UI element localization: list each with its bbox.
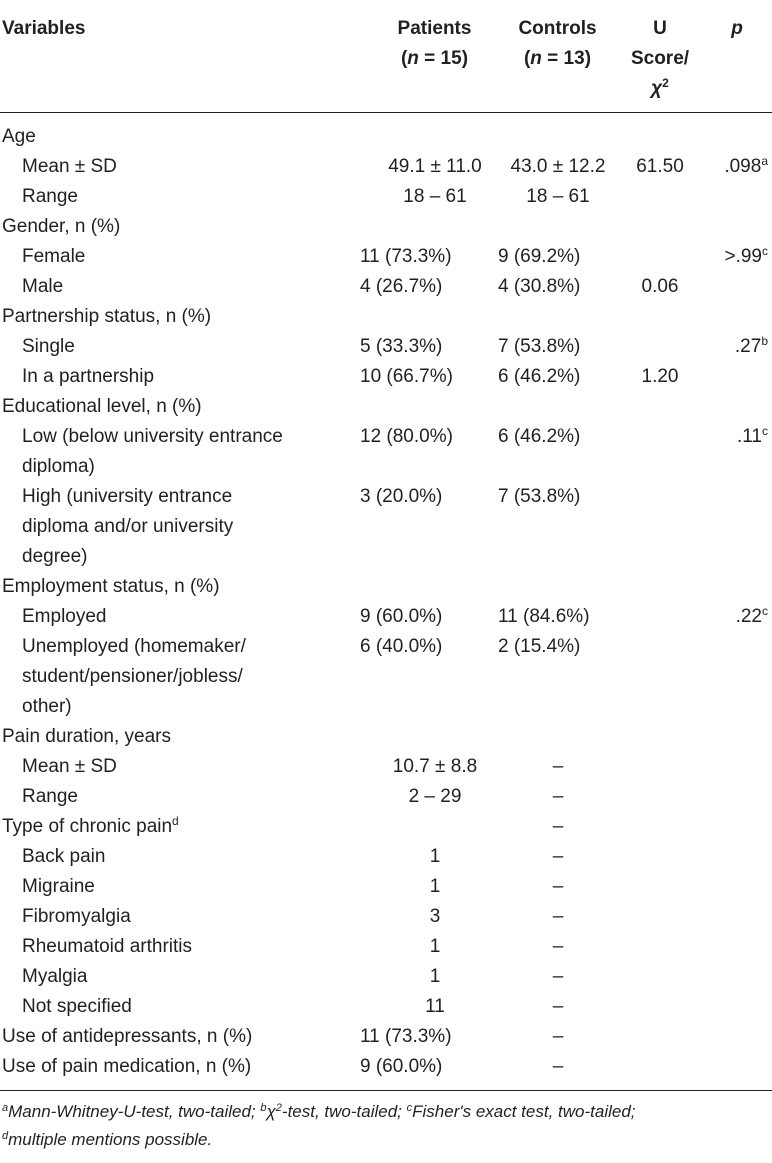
section-gender: Gender, n (%)	[2, 216, 121, 237]
table-row	[0, 302, 772, 332]
table-row	[0, 752, 772, 782]
header-u-score: U Score/ $\chi^2$	[618, 0, 702, 113]
row-label: Male	[22, 276, 64, 297]
controls-cell: 4 (30.8%)	[498, 276, 581, 297]
header-patients-n: (n = 15)	[400, 48, 469, 69]
controls-cell: –	[552, 756, 564, 777]
controls-cell: –	[552, 846, 564, 867]
section-pain-duration: Pain duration, years	[2, 726, 171, 747]
row-label: Mean ± SD	[22, 156, 117, 177]
controls-cell: 6 (46.2%)	[498, 426, 581, 447]
patients-cell: 1	[429, 876, 441, 897]
table-row	[0, 572, 772, 602]
table-row	[0, 332, 772, 362]
controls-cell: –	[552, 966, 564, 987]
row-label: Use of antidepressants, n (%)	[2, 1026, 253, 1047]
row-label: Employed	[22, 606, 107, 627]
patients-cell: 11 (73.3%)	[360, 1026, 452, 1047]
table-row	[0, 272, 772, 302]
table-row	[0, 962, 772, 992]
p-cell: >.99$^c$	[724, 244, 768, 267]
section-age: Age	[2, 126, 36, 147]
header-p: p	[702, 0, 772, 113]
section-partnership: Partnership status, n (%)	[2, 306, 212, 327]
row-label: Not specified	[22, 996, 132, 1017]
row-label: Rheumatoid arthritis	[22, 936, 193, 957]
row-label: Unemployed (homemaker/ student/pensioner/jobless/ other)	[22, 636, 246, 717]
table-row	[0, 812, 772, 842]
patients-cell: 4 (26.7%)	[360, 276, 443, 297]
patients-cell: 18 – 61	[403, 186, 467, 207]
patients-cell: 5 (33.3%)	[360, 336, 443, 357]
table-row	[0, 602, 772, 632]
p-cell: .11$^c$	[736, 424, 768, 447]
section-education: Educational level, n (%)	[2, 396, 202, 417]
controls-cell: –	[552, 786, 564, 807]
header-variables: Variables	[0, 0, 330, 113]
header-u-score-label: Score/	[630, 48, 690, 69]
table-row	[0, 152, 772, 182]
table-row	[0, 722, 772, 752]
row-label: Mean ± SD	[22, 756, 117, 777]
header-controls	[488, 0, 618, 113]
table-row	[0, 782, 772, 812]
patients-cell: 3 (20.0%)	[360, 486, 443, 507]
row-label: In a partnership	[22, 366, 155, 387]
row-label: High (university entrance diploma and/or university degree)	[22, 486, 234, 567]
header-patients	[330, 0, 488, 113]
table-row	[0, 632, 772, 722]
table-row	[0, 113, 772, 153]
table-row	[0, 842, 772, 872]
controls-cell: –	[552, 936, 564, 957]
controls-cell: –	[488, 1052, 618, 1091]
table-row	[0, 872, 772, 902]
controls-cell: –	[552, 876, 564, 897]
table-row	[0, 242, 772, 272]
table-row	[0, 992, 772, 1022]
table-row	[0, 482, 772, 572]
row-label: Use of pain medication, n (%)	[0, 1052, 330, 1091]
table-row	[0, 1022, 772, 1052]
controls-cell: –	[552, 996, 564, 1017]
patients-cell: 9 (60.0%)	[360, 606, 443, 627]
controls-cell: 18 – 61	[526, 186, 590, 207]
patients-cell: 3	[429, 906, 441, 927]
table-row	[0, 932, 772, 962]
p-cell: .27$^b$	[734, 334, 768, 357]
p-cell: .22$^c$	[735, 604, 768, 627]
controls-cell: 11 (84.6%)	[498, 606, 590, 627]
p-cell: .098$^a$	[724, 154, 768, 177]
controls-cell: 6 (46.2%)	[498, 366, 581, 387]
header-controls-n: (n = 13)	[523, 48, 592, 69]
table-row	[0, 362, 772, 392]
header-chi2: $\chi^2$	[651, 76, 669, 99]
patients-cell: 11	[425, 996, 445, 1017]
section-pain-type: Type of chronic pain$^d$	[2, 814, 179, 837]
table-row	[0, 1052, 772, 1091]
table-row	[0, 902, 772, 932]
patients-cell: 10 (66.7%)	[360, 366, 453, 387]
controls-cell: 43.0 ± 12.2	[510, 156, 606, 177]
table-row	[0, 212, 772, 242]
row-label: Range	[22, 786, 78, 807]
row-label: Migraine	[22, 876, 95, 897]
controls-cell: –	[552, 1026, 564, 1047]
patients-cell: 1	[429, 936, 441, 957]
table-row	[0, 392, 772, 422]
row-label: Myalgia	[22, 966, 88, 987]
patients-cell: 1	[429, 846, 441, 867]
section-employment: Employment status, n (%)	[2, 576, 220, 597]
controls-cell: –	[552, 906, 564, 927]
patients-cell: 11 (73.3%)	[360, 246, 452, 267]
row-label: Single	[22, 336, 75, 357]
patients-cell: 9 (60.0%)	[330, 1052, 488, 1091]
row-label: Range	[22, 186, 78, 207]
patients-cell: 6 (40.0%)	[360, 636, 443, 657]
header-patients-label: Patients	[397, 18, 472, 39]
u-score-cell: 1.20	[641, 366, 679, 387]
patients-cell: 12 (80.0%)	[360, 426, 453, 447]
controls-cell: 7 (53.8%)	[498, 486, 581, 507]
row-label: Fibromyalgia	[22, 906, 131, 927]
controls-cell: –	[552, 816, 564, 837]
u-score-cell: 0.06	[641, 276, 679, 297]
patients-cell: 2 – 29	[408, 786, 462, 807]
u-score-cell: 61.50	[636, 156, 684, 177]
controls-cell: 9 (69.2%)	[498, 246, 581, 267]
controls-cell: 2 (15.4%)	[498, 636, 581, 657]
table-row	[0, 422, 772, 482]
row-label: Female	[22, 246, 86, 267]
table-header-row	[0, 0, 772, 113]
table-footnote: $^a$Mann-Whitney-U-test, two-tailed; $^b\chi^2$-test, two-tailed; $^c$Fisher's exact test, two-tailed; $^d$multiple mentions possible.	[2, 1102, 636, 1149]
patients-cell: 10.7 ± 8.8	[392, 756, 478, 777]
controls-cell: 7 (53.8%)	[498, 336, 581, 357]
table-row	[0, 182, 772, 212]
patients-cell: 49.1 ± 11.0	[388, 156, 482, 177]
patients-cell: 1	[429, 966, 441, 987]
header-controls-label: Controls	[518, 18, 597, 39]
row-label: Low (below university entrance diploma)	[22, 426, 283, 477]
row-label: Back pain	[22, 846, 106, 867]
